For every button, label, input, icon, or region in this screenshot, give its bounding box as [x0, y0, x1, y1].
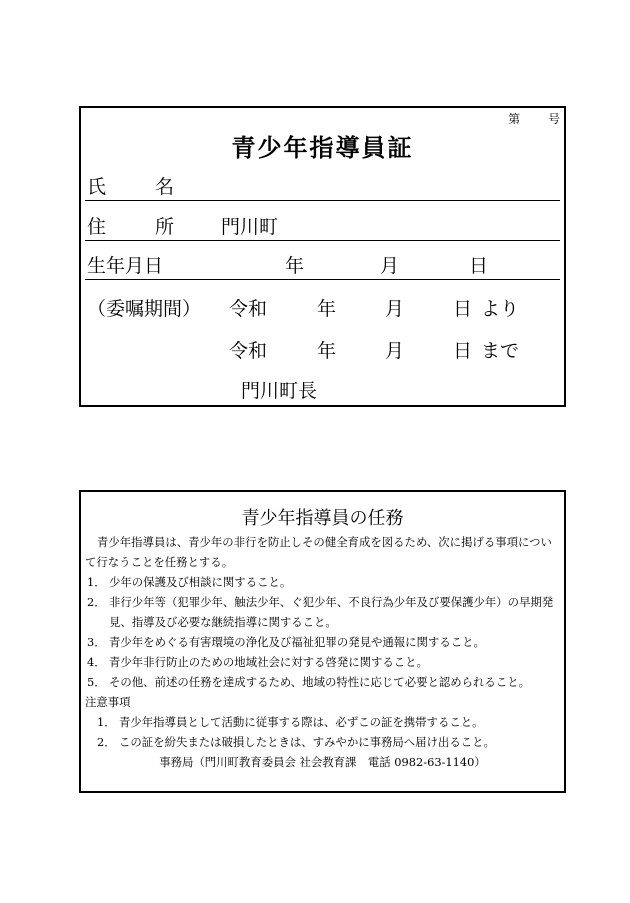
duty-number: 1． — [87, 575, 106, 589]
duty-number: 3． — [87, 635, 106, 649]
duty-text: 青少年をめぐる有害環境の浄化及び福祉犯罪の発見や通報に関すること。 — [109, 635, 485, 649]
duty-text: 非行少年等（犯罪少年、触法少年、ぐ犯少年、不良行為少年及び要保護少年）の早期発見、指導及び必要な継続指導に関すること。 — [109, 595, 554, 629]
birthdate-row — [85, 253, 560, 280]
period-start-year: 年 — [317, 298, 337, 320]
duty-number: 4． — [87, 655, 106, 669]
duty-text: 少年の保護及び相談に関すること。 — [109, 575, 292, 589]
address-row — [85, 214, 560, 241]
duty-item — [85, 652, 560, 672]
number-prefix: 第 — [508, 112, 521, 126]
period-start — [81, 294, 564, 318]
note-text: 青少年指導員として活動に従事する際は、必ずこの証を携帯すること。 — [119, 715, 484, 729]
duty-number: 5． — [87, 675, 106, 689]
note-number: 2． — [97, 735, 116, 749]
period-end-day: 日 — [453, 340, 473, 362]
period-start-month: 月 — [385, 298, 405, 320]
notes-heading: 注意事項 — [85, 695, 131, 709]
name-label-2: 名 — [155, 176, 175, 198]
duties-title: 青少年指導員の任務 — [241, 508, 404, 529]
period-end-era: 令和 — [229, 340, 268, 362]
period-start-suffix: より — [481, 298, 520, 320]
birth-year-label: 年 — [285, 255, 305, 277]
name-row — [85, 174, 560, 201]
duty-number: 2． — [87, 595, 106, 609]
period-label: （委嘱期間） — [87, 298, 202, 320]
office-contact: 事務局（門川町教育委員会 社会教育課 電話 0982-63-1140） — [159, 755, 486, 769]
address-value: 門川町 — [221, 216, 279, 238]
address-label-2: 所 — [155, 216, 175, 238]
duties-intro: 青少年指導員は、青少年の非行を防止しその健全育成を図るため、次に掲げる事項について行なうことを任務とする。 — [85, 535, 552, 569]
period-start-day: 日 — [453, 298, 473, 320]
number-suffix: 号 — [547, 112, 560, 126]
card-number — [484, 110, 560, 127]
issuer: 門川町長 — [241, 380, 318, 402]
duty-item — [85, 672, 560, 692]
birthdate-label: 生年月日 — [87, 255, 164, 277]
duty-item — [85, 632, 560, 652]
note-item — [85, 712, 560, 732]
card-title: 青少年指導員証 — [231, 134, 414, 162]
id-card-back — [79, 490, 566, 793]
duty-item — [85, 572, 560, 592]
address-label-1: 住 — [87, 216, 107, 238]
note-text: この証を紛失または破損したときは、すみやかに事務局へ届け出ること。 — [119, 735, 495, 749]
duty-text: その他、前述の任務を達成するため、地域の特性に応じて必要と認められること。 — [109, 675, 530, 689]
name-label-1: 氏 — [87, 176, 107, 198]
birth-day-label: 日 — [469, 255, 489, 277]
period-end — [81, 336, 564, 360]
period-end-month: 月 — [385, 340, 405, 362]
period-end-year: 年 — [317, 340, 337, 362]
birth-month-label: 月 — [380, 255, 400, 277]
duty-item — [85, 592, 560, 632]
duty-text: 青少年非行防止のための地域社会に対する啓発に関すること。 — [109, 655, 428, 669]
period-start-era: 令和 — [229, 298, 268, 320]
note-number: 1． — [97, 715, 116, 729]
duties-body — [85, 532, 560, 772]
period-end-suffix: まで — [481, 340, 520, 362]
id-card-front — [79, 106, 566, 407]
note-item — [85, 732, 560, 752]
